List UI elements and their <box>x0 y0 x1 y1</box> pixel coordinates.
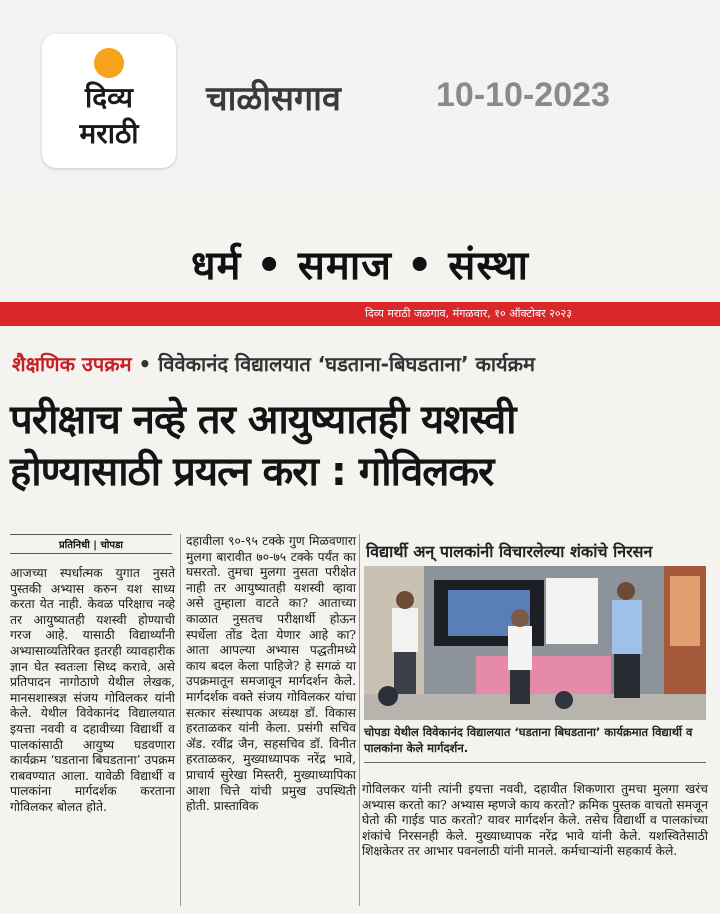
headline-line-2: होण्यासाठी प्रयत्न करा : गोविलकर <box>10 449 494 495</box>
article-column-2: दहावीला ९०-९५ टक्के गुण मिळवणारा मुलगा बारावीत ७०-७५ टक्के पर्यंत का घसरतो. तुमचा मुलगा नुसता परीक्षेत नाही तर आयुष्यातही यशस्वी व्हावा असे तुम्हाला वाटते का? आताच्या काळात नुसतच परीक्षार्थी होऊन स्पर्धेला तोंड देता येणार आहे का? आता आपल्या अभ्यास पद्धतीमध्ये काय बदल केला पाहिजे? हे सगळं या उपक्रमातून समजावून मार्गदर्शन केले. मार्गदर्शक वक्ते संजय गोविलकर यांचा सत्कार संस्थापक अध्यक्ष डॉ. विकास हरताळकर यांनी केला. प्रसंगी सचिव ॲड. रवींद्र जैन, सहसचिव डॉ. विनीत हरताळकर, मुख्याध्यापक नरेंद्र भावे, प्राचार्य सुरेखा मिस्तरी, मुख्याध्यापिका आशा चित्ते यांची प्रमुख उपस्थिती होती. प्रास्ताविक <box>186 534 356 814</box>
article-column-3: गोविलकर यांनी त्यांनी इयत्ता नववी, दहावीत शिकणारा तुमचा मुलगा खरंच अभ्यास करतो का? अभ्यास म्हणजे काय करतो? क्रमिक पुस्तक वाचतो समजून घेतो की गाईड पाठ करतो? यावर मार्गदर्शन केले. तसेच विद्यार्थी व पालकांच्या शंकांचे निरसनही केले. मुख्याध्यापक नरेंद्र भावे यांनी केले. यशस्वितेसाठी शिक्षकेतर तर आभार पवनलाठी यांनी मानले. कर्मचाऱ्यांनी सहकार्य केले. <box>362 782 708 859</box>
kicker <box>12 350 712 377</box>
event-photo-illustration <box>364 566 706 720</box>
section-title: धर्म • समाज • संस्था <box>190 242 530 289</box>
edition-date: 10-10-2023 <box>436 76 610 114</box>
byline: प्रतिनिधी | चोपडा <box>10 534 172 554</box>
photo-caption: चोपडा येथील विवेकानंद विद्यालयात ‘घडताना बिघडताना’ कार्यक्रमात विद्यार्थी व पालकांना केले मार्गदर्शन. <box>364 724 706 763</box>
top-header <box>0 0 720 196</box>
kicker-topic: • विवेकानंद विद्यालयात ‘घडताना-बिघडताना’ कार्यक्रम <box>131 352 535 376</box>
logo-line-2: मराठी <box>79 117 139 150</box>
strap-text: दिव्य मराठी जळगाव, मंगळवार, १० ऑक्टोबर २०२३ <box>365 307 572 320</box>
newspaper-clipping <box>0 196 720 914</box>
sun-logo-icon <box>94 48 124 78</box>
article-column-1: आजच्या स्पर्धात्मक युगात नुसते पुस्तकी अभ्यास करुन यश साध्य करता येत नाही. केवळ परिक्षाच नव्हे तर आयुष्यातही यशस्वी होण्याची गरज आहे. यासाठी विद्यार्थ्यांनी अभ्यासाव्यतिरिक्त इतरही व्यावहारीक ज्ञान घेत स्वतःला सिध्द करावे, असे प्रतिपादन नागोठाणे येथील लेखक, मानसशास्त्रज्ञ संजय गोविलकर यांनी केले. येथील विवेकानंद विद्यालयात इयत्ता नववी व दहावीच्या विद्यार्थी व पालकांसाठी आयुष्य घडवणारा कार्यक्रम ‘घडताना बिघडताना’ उपक्रम राबवण्यात आला. यावेळी विद्यार्थी व पालकांना मार्गदर्शक करताना गोविलकर बोलत होते. <box>10 566 175 814</box>
column-divider <box>359 534 360 906</box>
event-photo <box>364 566 706 720</box>
edition-city: चाळीसगाव <box>206 79 341 119</box>
logo-line-1: दिव्य <box>85 81 133 114</box>
column-divider <box>180 534 181 906</box>
headline-line-1: परीक्षाच नव्हे तर आयुष्यातही यशस्वी <box>10 397 516 443</box>
photo-heading: विद्यार्थी अन् पालकांनी विचारलेल्या शंकांचे निरसन <box>366 542 653 561</box>
divya-marathi-logo <box>42 34 176 168</box>
kicker-category: शैक्षणिक उपक्रम <box>12 352 132 376</box>
headline <box>10 394 710 498</box>
strap-bar <box>0 302 720 326</box>
